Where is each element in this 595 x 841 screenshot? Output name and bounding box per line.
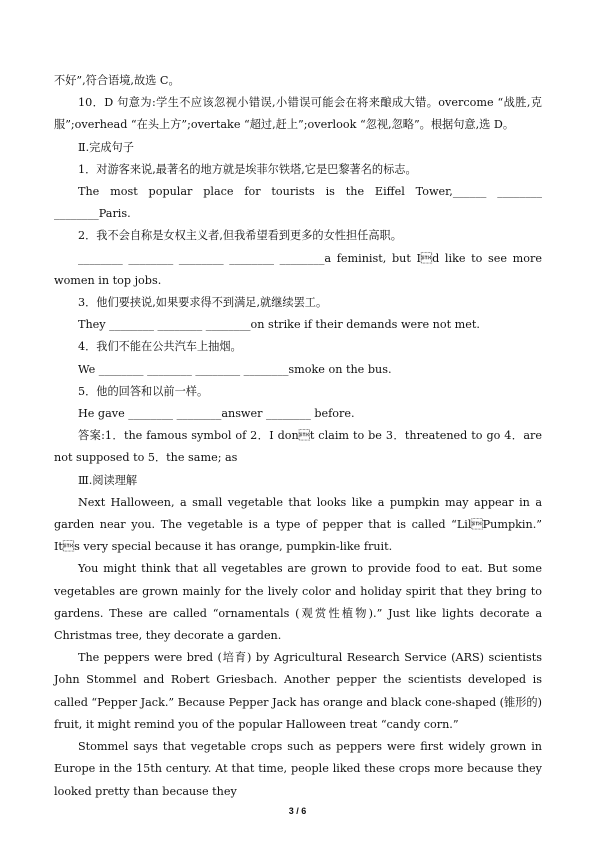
reading-paragraph-4: Stommel says that vegetable crops such as peppers were first widely grown in Europe in the 15th century. At that time, people liked these crops more because they looked pretty than because they — [54, 740, 542, 798]
question-2-english: ________ ________ ________ ________ ________a feminist, but Id like to see more women in top jobs. — [54, 251, 542, 287]
question-3-english: They ________ ________ ________on strike if their demands were not met. — [78, 318, 480, 332]
question-4-chinese: 4．我们不能在公共汽车上抽烟。 — [78, 340, 242, 354]
question-4-english: We ________ ________ ________ ________smoke on the bus. — [78, 362, 392, 376]
question-5-chinese: 5．他的回答和以前一样。 — [78, 384, 209, 398]
answer-key: 答案:1．the famous symbol of 2．I dont claim to be 3．threatened to go 4．are not supposed to 5．the same; as — [54, 429, 542, 465]
section-heading-reading-comprehension: Ⅲ.阅读理解 — [78, 473, 138, 487]
question-1-chinese: 1．对游客来说,最著名的地方就是埃菲尔铁塔,它是巴黎著名的标志。 — [78, 162, 417, 176]
reading-paragraph-2: You might think that all vegetables are grown to provide food to eat. But some vegetables are grown mainly for the lively color and holiday spirit that they bring to gardens. These are called “ornamentals (观赏性植物).” Just like lights decorate a Christmas tree, they decorate a garden. — [54, 562, 542, 643]
section-heading-sentence-completion: Ⅱ.完成句子 — [78, 140, 134, 154]
reading-paragraph-3: The peppers were bred (培育) by Agricultural Research Service (ARS) scientists John Stommel and Robert Griesbach. Another pepper the scientists developed is called “Pepper Jack.” Because Pepper Jack has orange and black cone-shaped (锥形的) fruit, it might remind you of the popular Halloween treat “candy corn.” — [54, 651, 542, 731]
reading-paragraph-1: Next Halloween, a small vegetable that looks like a pumpkin may appear in a garden near you. The vegetable is a type of pepper that is called “LilPumpkin.” Its very special because it has orange, pumpkin-like fruit. — [54, 495, 542, 554]
document-body — [54, 70, 542, 803]
question-2-chinese: 2．我不会自称是女权主义者,但我希望看到更多的女性担任高职。 — [78, 229, 402, 243]
page-number: 3 / 6 — [288, 806, 307, 816]
question-5-english: He gave ________ ________answer ________ before. — [78, 407, 355, 421]
question-1-english: The most popular place for tourists is the Eiffel Tower,______ ________ ________Paris. — [54, 185, 542, 221]
answer-continuation: 不好”,符合语境,故选 C。 — [54, 74, 180, 87]
answer-10: 10．D 句意为:学生不应该忽视小错误,小错误可能会在将来酿成大错。overcome “战胜,克服”;overhead “在头上方”;overtake “超过,赶上”;overlook “忽视,忽略”。根据句意,选 D。 — [54, 96, 542, 132]
question-3-chinese: 3．他们要挟说,如果要求得不到满足,就继续罢工。 — [78, 296, 328, 310]
